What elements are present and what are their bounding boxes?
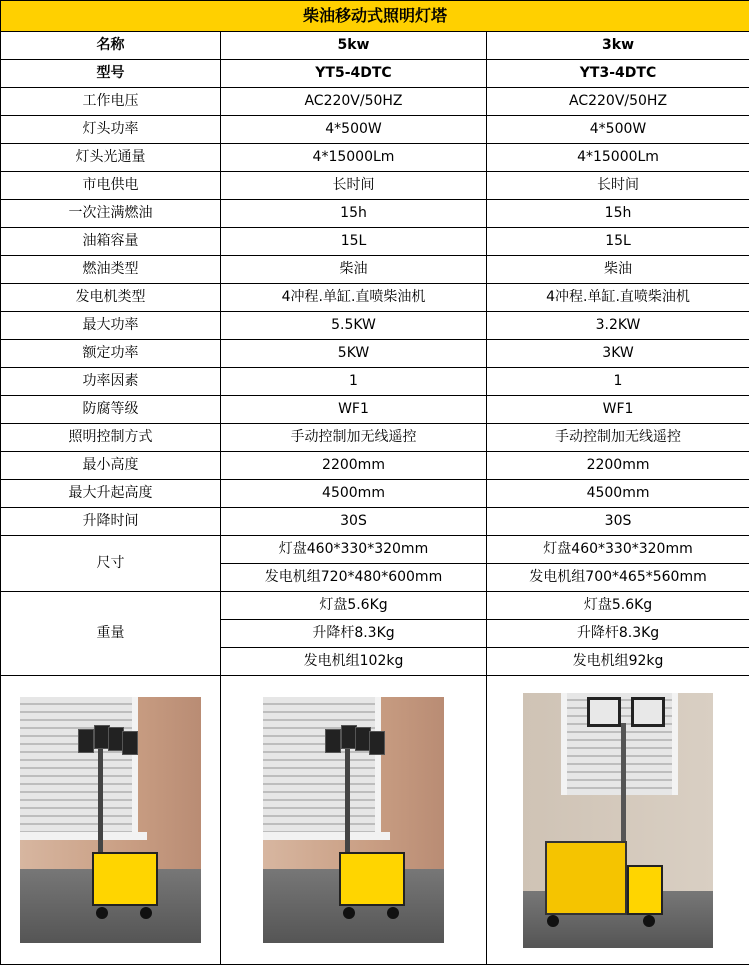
spec-value-5kw: 柴油 [221,256,487,284]
header-5kw: 5kw [221,32,487,60]
spec-value-3kw: WF1 [487,396,749,424]
weight-3kw-genset: 发电机组92kg [487,648,749,676]
spec-value-5kw: 4*500W [221,116,487,144]
spec-value-3kw: 4*15000Lm [487,144,749,172]
spec-label: 升降时间 [1,508,221,536]
spec-value-3kw: 15h [487,200,749,228]
spec-value-3kw: AC220V/50HZ [487,88,749,116]
spec-value-5kw: 4冲程.单缸.直喷柴油机 [221,284,487,312]
spec-row [1,340,749,368]
weight-3kw-lamp: 灯盘5.6Kg [487,592,749,620]
spec-row [1,284,749,312]
weight-5kw-lamp: 灯盘5.6Kg [221,592,487,620]
spec-value-3kw: 30S [487,508,749,536]
spec-value-5kw: 5.5KW [221,312,487,340]
spec-value-5kw: 2200mm [221,452,487,480]
photo-row [1,676,749,965]
spec-label: 市电供电 [1,172,221,200]
spec-value-5kw: WF1 [221,396,487,424]
spec-row [1,396,749,424]
spec-value-3kw: 长时间 [487,172,749,200]
table-title: 柴油移动式照明灯塔 [1,1,749,32]
spec-value-5kw: 4500mm [221,480,487,508]
spec-row [1,312,749,340]
photo-cell [1,676,221,965]
spec-value-3kw: 4冲程.单缸.直喷柴油机 [487,284,749,312]
size-3kw-lamp: 灯盘460*330*320mm [487,536,749,564]
size-5kw-genset: 发电机组720*480*600mm [221,564,487,592]
product-photo-3kw [523,693,713,948]
spec-label: 防腐等级 [1,396,221,424]
spec-label: 功率因素 [1,368,221,396]
spec-row [1,172,749,200]
product-photo-5kw-duplicate [263,697,444,943]
spec-row [1,256,749,284]
size-row [1,536,749,564]
spec-label: 额定功率 [1,340,221,368]
weight-5kw-mast: 升降杆8.3Kg [221,620,487,648]
spec-value-3kw: 15L [487,228,749,256]
spec-value-5kw: 4*15000Lm [221,144,487,172]
weight-row [1,592,749,620]
size-label: 尺寸 [1,536,221,592]
spec-row [1,200,749,228]
spec-row [1,368,749,396]
spec-label: 照明控制方式 [1,424,221,452]
spec-value-3kw: 柴油 [487,256,749,284]
weight-label: 重量 [1,592,221,676]
spec-value-3kw: 3KW [487,340,749,368]
weight-5kw-genset: 发电机组102kg [221,648,487,676]
spec-value-3kw: 3.2KW [487,312,749,340]
spec-row [1,424,749,452]
spec-value-5kw: 1 [221,368,487,396]
spec-label: 油箱容量 [1,228,221,256]
size-5kw-lamp: 灯盘460*330*320mm [221,536,487,564]
spec-value-5kw: 15L [221,228,487,256]
spec-row [1,116,749,144]
spec-label: 最大功率 [1,312,221,340]
size-3kw-genset: 发电机组700*465*560mm [487,564,749,592]
header-3kw: 3kw [487,32,749,60]
spec-value-3kw: 1 [487,368,749,396]
spec-row [1,452,749,480]
photo-cell [221,676,487,965]
spec-value-3kw: 2200mm [487,452,749,480]
spec-value-3kw: 4*500W [487,116,749,144]
spec-value-3kw: 4500mm [487,480,749,508]
spec-value-3kw: 手动控制加无线遥控 [487,424,749,452]
weight-3kw-mast: 升降杆8.3Kg [487,620,749,648]
spec-value-5kw: AC220V/50HZ [221,88,487,116]
spec-label: 燃油类型 [1,256,221,284]
spec-row [1,144,749,172]
spec-value-5kw: 30S [221,508,487,536]
spec-row [1,508,749,536]
spec-label: 灯头光通量 [1,144,221,172]
model-label: 型号 [1,60,221,88]
model-5kw: YT5-4DTC [221,60,487,88]
spec-row [1,480,749,508]
spec-row [1,88,749,116]
spec-value-5kw: 15h [221,200,487,228]
model-3kw: YT3-4DTC [487,60,749,88]
spec-row [1,228,749,256]
spec-label: 一次注满燃油 [1,200,221,228]
spec-value-5kw: 5KW [221,340,487,368]
photo-cell [487,676,749,965]
spec-label: 最大升起高度 [1,480,221,508]
spec-label: 工作电压 [1,88,221,116]
spec-label: 最小高度 [1,452,221,480]
spec-label: 灯头功率 [1,116,221,144]
spec-value-5kw: 长时间 [221,172,487,200]
product-photo-5kw [20,697,201,943]
spec-value-5kw: 手动控制加无线遥控 [221,424,487,452]
spec-label: 发电机类型 [1,284,221,312]
header-label: 名称 [1,32,221,60]
